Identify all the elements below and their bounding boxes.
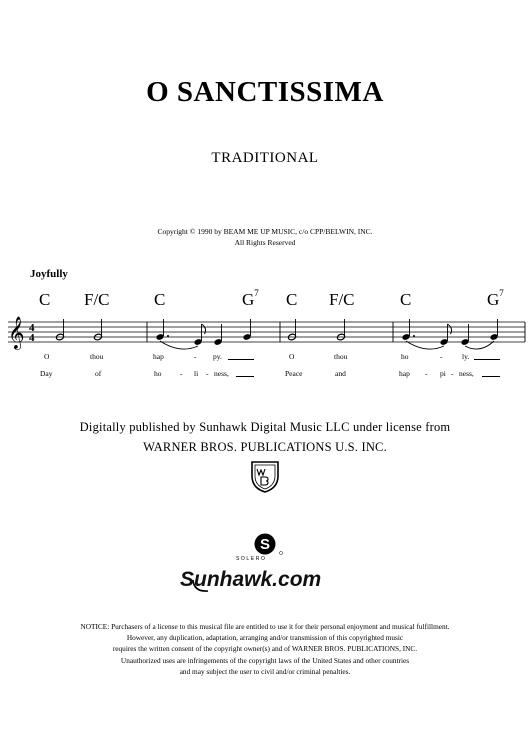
notice-line: NOTICE: Purchasers of a license to this musical file are entitled to use it for their personal enjoyment and musical fulfillment. — [80, 622, 450, 631]
warner-bros-shield-icon — [249, 460, 281, 494]
chord-symbol: C — [39, 290, 51, 309]
lyric-syllable: Day — [40, 369, 53, 378]
chord-symbol: C — [286, 290, 298, 309]
lyric-syllable: - — [180, 369, 183, 378]
legal-notice — [0, 621, 530, 677]
chord-symbol: $G^7$ — [487, 288, 504, 309]
sunhawk-link[interactable]: Sunhawk.com — [180, 568, 322, 591]
lyric-syllable: hap — [399, 369, 410, 378]
lyric-syllable: - — [206, 369, 209, 378]
lyric-syllable: pi — [440, 369, 446, 378]
notice-line: and may subject the user to civil and/or criminal penalties. — [179, 666, 351, 676]
lyric-syllable: Peace — [285, 369, 303, 378]
chord-symbol: $G^7$ — [242, 288, 259, 309]
music-staff — [0, 310, 530, 360]
chord-symbol: F/C — [84, 290, 110, 309]
melisma-line — [228, 359, 254, 360]
copyright-notice — [0, 226, 530, 248]
lyric-syllable: O — [44, 352, 50, 361]
lyric-syllable: ho — [401, 352, 409, 361]
lyric-syllable: and — [335, 369, 346, 378]
lyric-syllable: O — [289, 352, 295, 361]
page-title: O SANCTISSIMA — [146, 76, 384, 108]
time-signature-top: 4 — [29, 322, 35, 334]
publisher-name: WARNER BROS. PUBLICATIONS U.S. INC. — [143, 440, 387, 454]
time-signature-bottom: 4 — [29, 332, 35, 344]
melisma-line — [236, 376, 254, 377]
tempo-marking: Joyfully — [30, 268, 68, 280]
notice-line: Unauthorized uses are infringements of the copyright laws of the United States and other countries — [120, 655, 410, 665]
chord-symbol: C — [400, 290, 412, 309]
svg-text:S: S — [259, 536, 271, 553]
treble-clef-icon: 𝄞 — [8, 316, 25, 349]
lyric-syllable: ness, — [214, 369, 229, 378]
rights-line: All Rights Reserved — [234, 238, 296, 247]
solero-label: SOLERO — [236, 556, 267, 562]
lyric-syllable: ly. — [462, 352, 470, 361]
copyright-line: Copyright © 1990 by BEAM ME UP MUSIC, c/o CPP/BELWIN, INC. — [157, 227, 373, 236]
lyric-syllable: of — [95, 369, 102, 378]
lyric-syllable: ness, — [459, 369, 474, 378]
lyric-syllable: - — [440, 352, 443, 361]
melisma-line — [482, 376, 500, 377]
composer-credit: TRADITIONAL — [211, 150, 319, 166]
lyric-syllable: - — [194, 352, 197, 361]
lyric-syllable: - — [451, 369, 454, 378]
publisher-line: Digitally published by Sunhawk Digital Music LLC under license from — [79, 420, 451, 434]
chord-symbol: C — [154, 290, 166, 309]
notice-line: requires the written consent of the copyright owner(s) and of WARNER BROS. PUBLICATIONS, INC. — [112, 644, 418, 654]
chord-symbol: F/C — [329, 290, 355, 309]
lyric-syllable: thou — [334, 352, 348, 361]
lyric-syllable: hap — [153, 352, 164, 361]
lyric-syllable: py. — [213, 352, 222, 361]
lyric-syllable: thou — [90, 352, 104, 361]
lyric-syllable: ho — [154, 369, 162, 378]
melisma-line — [474, 359, 500, 360]
lyric-syllable: li — [194, 369, 199, 378]
lyric-syllable: - — [425, 369, 428, 378]
notice-line: However, any duplication, adaptation, arranging and/or transmission of this copyrighted music — [126, 633, 404, 643]
